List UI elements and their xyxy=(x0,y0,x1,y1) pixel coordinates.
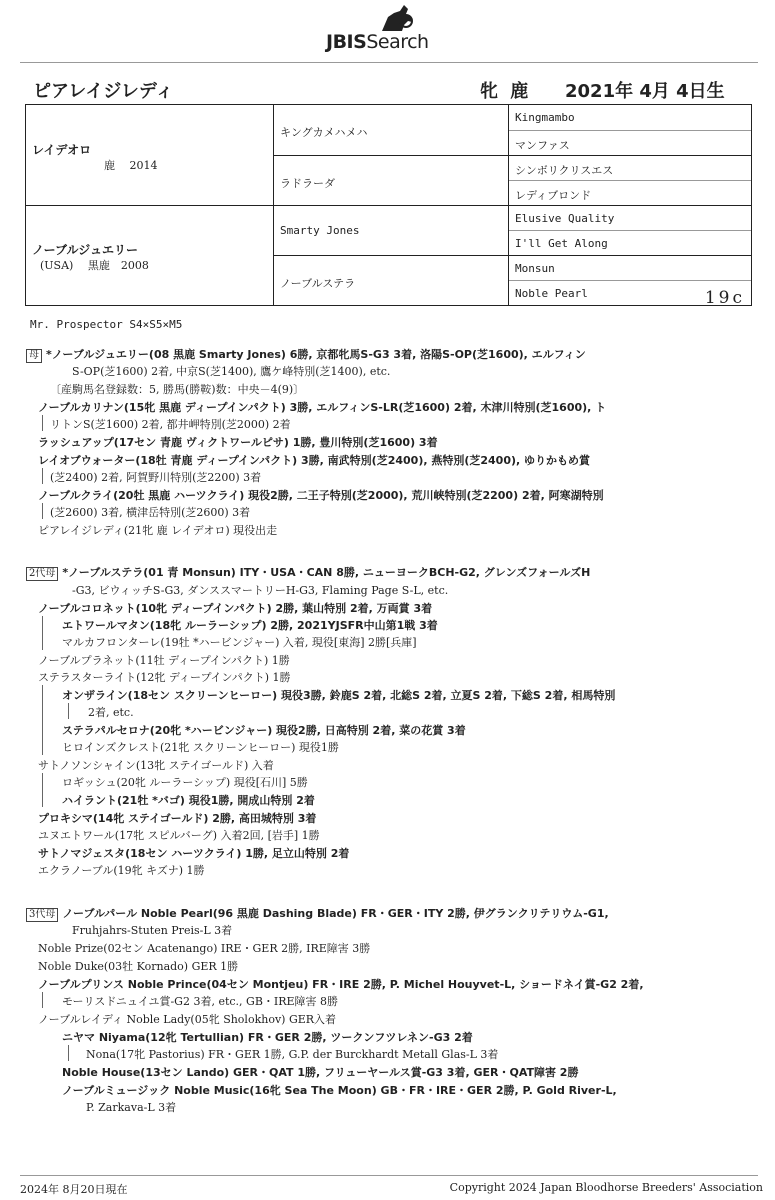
list-item[interactable]: ニヤマ Niyama(12牝 Tertullian) FR・GER 2勝, ツークンフツレネン-G3 2着 xyxy=(62,1031,473,1044)
pedigree-g3: Kingmambo xyxy=(515,111,575,124)
footer-divider xyxy=(20,1175,758,1176)
pedigree-sire xyxy=(26,105,274,205)
list-item: 母 *ノーブルジュエリー(08 黒鹿 Smarty Jones) 6勝, 京都牝馬S-G3 3着, 洛陽S-OP(芝1600), エルフィン xyxy=(26,346,586,363)
list-item: ヒロインズクレスト(21牝 スクリーンヒーロー) 現役1勝 xyxy=(62,741,339,754)
list-item: リトンS(芝1600) 2着, 都井岬特別(芝2000) 2着 xyxy=(50,418,291,431)
list-item: ピアレイジレディ(21牝 鹿 レイデオロ) 現役出走 xyxy=(38,524,278,537)
list-item[interactable]: ハイラント(21牡 *バゴ) 現役1勝, 開成山特別 2着 xyxy=(62,794,315,807)
header-divider xyxy=(20,62,758,63)
section-tag: 2代母 xyxy=(26,567,58,581)
list-item[interactable]: Noble House(13セン Lando) GER・QAT 1勝, フリューヤールス賞-G3 3着, GER・QAT障害 2勝 xyxy=(62,1066,579,1079)
list-item[interactable]: ノーブルコロネット(10牝 ディープインパクト) 2勝, 葉山特別 2着, 万両賞 3着 xyxy=(38,602,433,615)
list-item[interactable]: ノーブルクライ(20牡 黒鹿 ハーツクライ) 現役2勝, 二王子特別(芝2000), 荒川峡特別(芝2200) 2着, 阿寒湖特別 xyxy=(38,489,604,502)
dam-name[interactable]: ノーブルジュエリー xyxy=(32,243,139,257)
list-item: ステラスターライト(12牝 ディープインパクト) 1勝 xyxy=(38,671,291,684)
birth-date: 2021年 4月 4日生 xyxy=(565,81,725,102)
list-item[interactable]: エトワールマタン(18牝 ルーラーシップ) 2勝, 2021YJSFR中山第1戦 3着 xyxy=(62,619,438,632)
pedigree-g3: Monsun xyxy=(509,255,751,280)
list-item: (芝2600) 3着, 横津岳特別(芝2600) 3着 xyxy=(50,506,251,519)
list-item: (芝2400) 2着, 阿賀野川特別(芝2200) 3着 xyxy=(50,471,262,484)
pedigree-ds: Smarty Jones xyxy=(274,205,509,255)
horse-name: ピアレイジレディ xyxy=(33,81,174,102)
list-item: Fruhjahrs-Stuten Preis-L 3着 xyxy=(72,924,233,937)
list-item: 3代母 ノーブルパール Noble Pearl(96 黒鹿 Dashing Blade) FR・GER・ITY 2勝, 伊グランクリテリウム-G1, xyxy=(26,905,609,922)
jbis-search-logo[interactable] xyxy=(326,5,466,55)
list-item[interactable]: ノーブルカリナン(15牝 黒鹿 ディープインパクト) 3勝, エルフィンS-LR(芝1600) 2着, 木津川特別(芝1600), ト xyxy=(38,401,607,414)
pedigree-g3: レディブロンド xyxy=(509,180,751,205)
pedigree-g3: シンボリクリスエス xyxy=(509,155,751,180)
pedigree-ss: キングカメハメハ xyxy=(274,105,509,155)
list-item: Noble Prize(02セン Acatenango) IRE・GER 2勝, IRE障害 3勝 xyxy=(38,942,371,955)
pedigree-dam xyxy=(26,205,274,305)
inbreeding-note: Mr. Prospector S4×S5×M5 xyxy=(30,318,183,331)
copyright: Copyright 2024 Japan Bloodhorse Breeders' Association xyxy=(449,1181,763,1194)
section-tag: 母 xyxy=(26,349,42,363)
list-item[interactable]: プロキシマ(14牝 ステイゴールド) 2勝, 高田城特別 3着 xyxy=(38,812,317,825)
list-item: サトノソンシャイン(13牝 ステイゴールド) 入着 xyxy=(38,759,274,772)
list-item: Nona(17牝 Pastorius) FR・GER 1勝, G.P. der Burckhardt Metall Glas-L 3着 xyxy=(86,1048,499,1061)
list-item: ノーブルプラネット(11牡 ディープインパクト) 1勝 xyxy=(38,654,290,667)
logo-text: JBISSearch xyxy=(326,31,429,53)
list-item: 2着, etc. xyxy=(88,706,134,719)
list-item: Noble Duke(03牡 Kornado) GER 1勝 xyxy=(38,960,239,973)
family-number: 19c xyxy=(704,288,745,308)
list-item: マルカフロンターレ(19牡 *ハービンジャー) 入着, 現役[東海] 2勝[兵庫] xyxy=(62,636,417,649)
pedigree-dd: ノーブルステラ xyxy=(274,255,509,305)
list-item[interactable]: ノーブルプリンス Noble Prince(04セン Montjeu) FR・IRE 2勝, P. Michel Houyvet-L, ショードネイ賞-G2 2着, xyxy=(38,978,644,991)
list-item: 〔産駒馬名登録数：5, 勝馬(勝鞍)数：中央－4(9)〕 xyxy=(50,383,305,396)
pedigree-g3: マンファス xyxy=(509,130,751,155)
list-item: -G3, ビウィッチS-G3, ダンススマートリーH-G3, Flaming Page S-L, etc. xyxy=(72,584,449,597)
list-item: エクラノーブル(19牝 キズナ) 1勝 xyxy=(38,864,205,877)
sire-name[interactable]: レイデオロ xyxy=(32,143,92,157)
list-item[interactable]: ラッシュアップ(17セン 青鹿 ヴィクトワールピサ) 1勝, 豊川特別(芝1600) 3着 xyxy=(38,436,438,449)
list-item: ロギッシュ(20牝 ルーラーシップ) 現役[石川] 5勝 xyxy=(62,776,308,789)
list-item: ノーブルレイディ Noble Lady(05牝 Sholokhov) GER入着 xyxy=(38,1013,337,1026)
as-of-date: 2024年 8月20日現在 xyxy=(20,1183,128,1196)
list-item: ユヌエトワール(17牝 スピルバーグ) 入着2回, [岩手] 1勝 xyxy=(38,829,320,842)
list-item: モーリスドニュイユ賞-G2 3着, etc., GB・IRE障害 8勝 xyxy=(62,995,339,1008)
section-tag: 3代母 xyxy=(26,908,58,922)
pedigree-g3: I'll Get Along xyxy=(509,230,751,255)
list-item[interactable]: ステラパルセロナ(20牝 *ハービンジャー) 現役2勝, 日高特別 2着, 菜の花賞 3着 xyxy=(62,724,466,737)
dam-info: (USA) 黒鹿 2008 xyxy=(40,259,149,272)
list-item[interactable]: オンザライン(18セン スクリーンヒーロー) 現役3勝, 鈴鹿S 2着, 北総S 2着, 立夏S 2着, 下総S 2着, 相馬特別 xyxy=(62,689,616,702)
list-item: S-OP(芝1600) 2着, 中京S(芝1400), 鷹ケ峰特別(芝1400), etc. xyxy=(72,365,391,378)
list-item: 2代母 *ノーブルステラ(01 青 Monsun) ITY・USA・CAN 8勝, ニューヨークBCH-G2, グレンズフォールズH xyxy=(26,564,590,581)
sire-info: 鹿 2014 xyxy=(104,159,158,172)
list-item: P. Zarkava-L 3着 xyxy=(86,1101,177,1114)
pedigree-sd: ラドラーダ xyxy=(274,155,509,205)
pedigree-g3: Elusive Quality xyxy=(509,205,751,230)
horse-jockey-icon xyxy=(378,5,418,33)
pedigree-table xyxy=(25,104,752,306)
list-item[interactable]: サトノマジェスタ(18セン ハーツクライ) 1勝, 足立山特別 2着 xyxy=(38,847,350,860)
pedigree-g3: Noble Pearl 19c xyxy=(509,280,751,305)
sex-color: 牝 鹿 xyxy=(480,81,532,102)
list-item[interactable]: レイオブウォーター(18牡 青鹿 ディープインパクト) 3勝, 南武特別(芝2400), 燕特別(芝2400), ゆりかもめ賞 xyxy=(38,454,591,467)
list-item[interactable]: ノーブルミュージック Noble Music(16牝 Sea The Moon) GB・FR・IRE・GER 2勝, P. Gold River-L, xyxy=(62,1084,617,1097)
